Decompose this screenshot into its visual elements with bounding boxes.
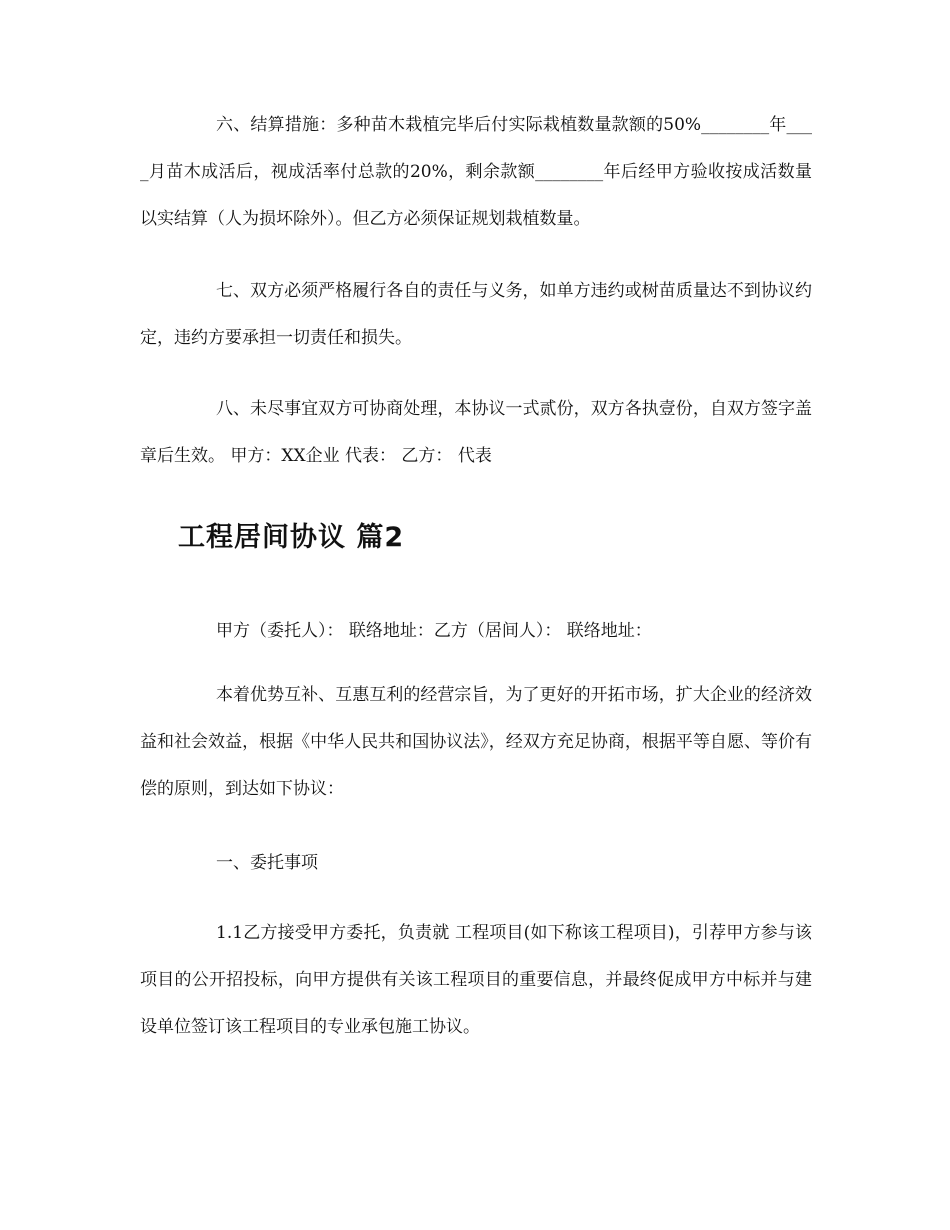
paragraph-clause-1-1: 1.1乙方接受甲方委托，负责就 工程项目(如下称该工程项目)，引荐甲方参与该项目的公开招投标，向甲方提供有关该工程项目的重要信息，并最终促成甲方中标并与建设单位签订该工程项目的专业承包施工协议。 — [140, 923, 812, 1037]
paragraph-obligations: 七、双方必须严格履行各自的责任与义务，如单方违约或树苗质量达不到协议约定，违约方要承担一切责任和损失。 — [140, 281, 812, 348]
paragraph-settlement-measures: 六、结算措施：多种苗木栽植完毕后付实际栽植数量款额的50%________年____月苗木成活后，视成活率付总款的20%，剩余款额________年后经甲方验收按成活数量以实结算（人为损坏除外）。但乙方必须保证规划栽植数量。 — [140, 115, 812, 229]
paragraph-preamble: 本着优势互补、互惠互利的经营宗旨，为了更好的开拓市场，扩大企业的经济效益和社会效益，根据《中华人民共和国协议法》，经双方充足协商，根据平等自愿、等价有偿的原则，到达如下协议： — [140, 685, 812, 799]
paragraph-parties: 甲方（委托人）： 联络地址：乙方（居间人）： 联络地址： — [216, 621, 652, 641]
section-heading: 工程居间协议 篇2 — [178, 522, 405, 553]
paragraph-entrustment-title: 一、委托事项 — [216, 853, 318, 873]
paragraph-miscellaneous: 八、未尽事宜双方可协商处理，本协议一式贰份，双方各执壹份，自双方签字盖章后生效。 甲方：XX企业 代表： 乙方： 代表 — [140, 399, 812, 466]
